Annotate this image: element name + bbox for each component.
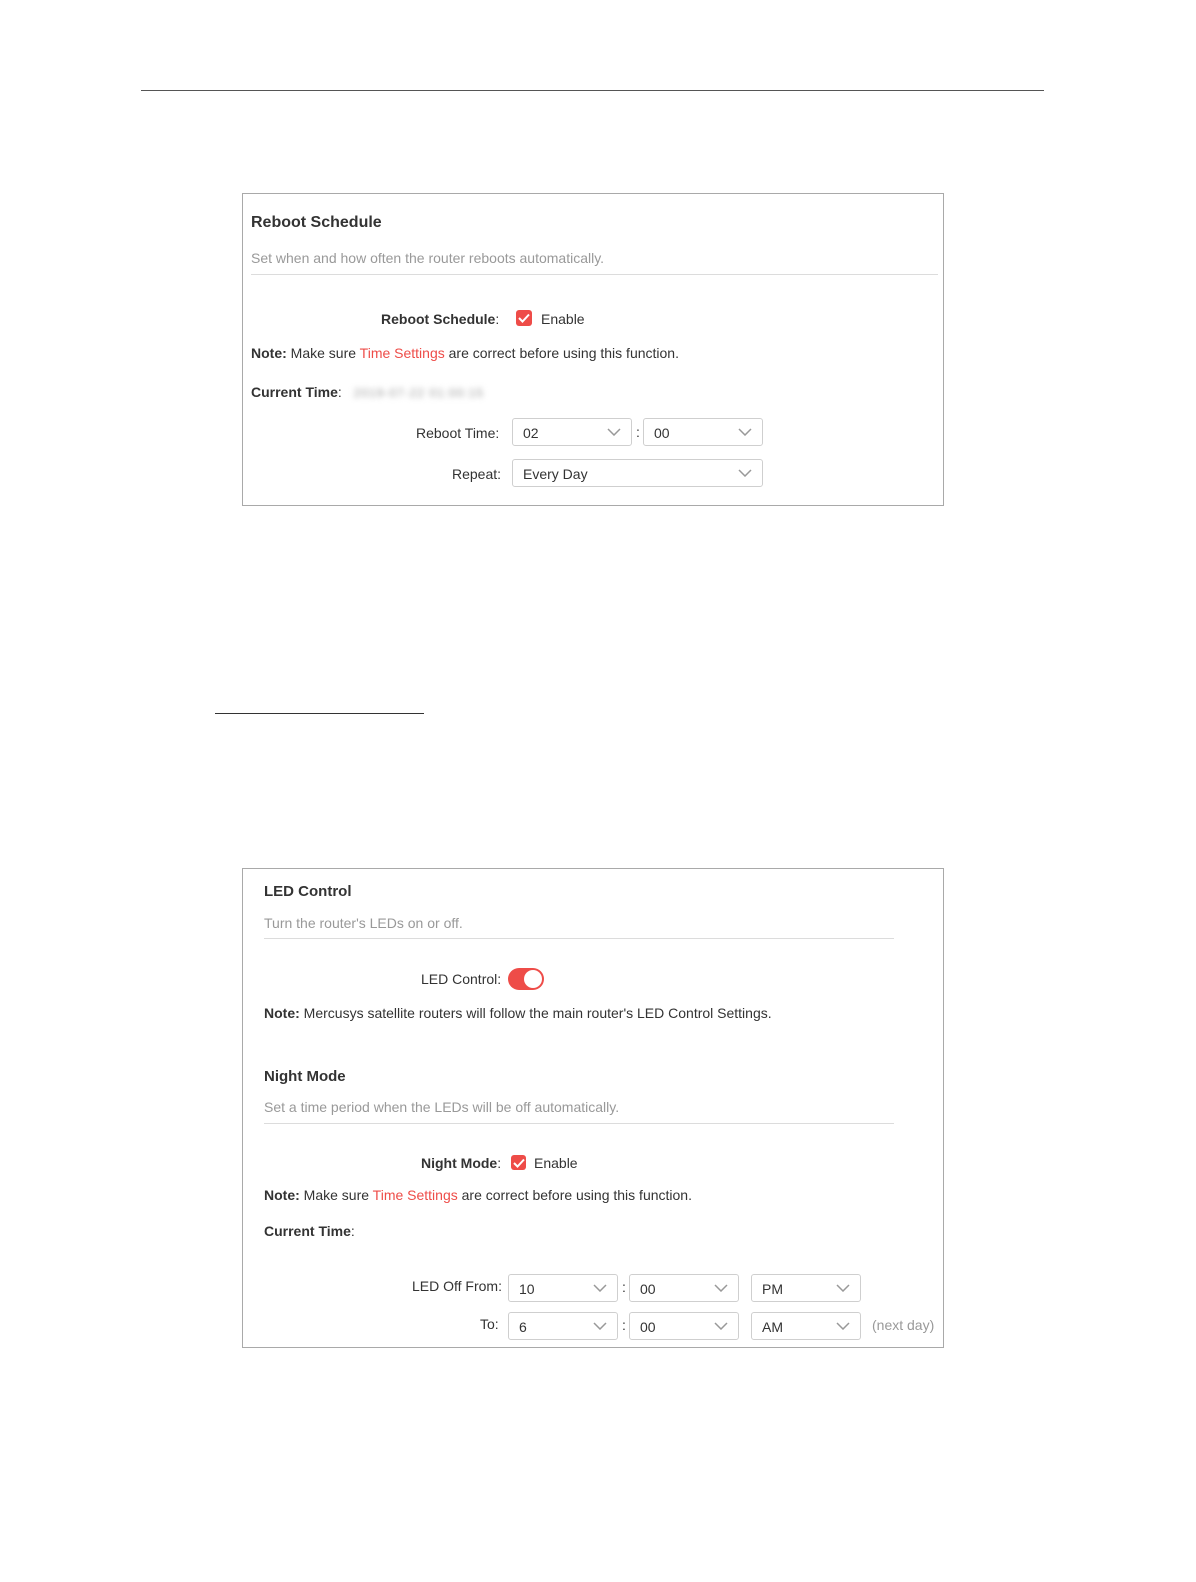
check-icon: [513, 1158, 525, 1168]
led-control-panel: [242, 868, 944, 1348]
time-separator: :: [636, 424, 640, 440]
from-period-select[interactable]: PM: [751, 1274, 861, 1302]
night-note: Note: Make sure Time Settings are correct before using this function.: [264, 1187, 692, 1203]
reboot-divider: [251, 274, 938, 275]
reboot-current-time: Current Time: 2019-07-22 01:00:15: [251, 384, 485, 400]
reboot-minute-select[interactable]: 00: [643, 418, 763, 446]
reboot-hour-select[interactable]: 02: [512, 418, 632, 446]
chevron-down-icon: [593, 1284, 607, 1292]
time-settings-link[interactable]: Time Settings: [372, 1187, 458, 1203]
led-divider: [264, 938, 894, 939]
reboot-time-label: Reboot Time:: [416, 425, 500, 441]
night-enable-checkbox[interactable]: [511, 1155, 526, 1170]
from-hour-select[interactable]: 10: [508, 1274, 618, 1302]
chevron-down-icon: [836, 1284, 850, 1292]
to-label: To:: [480, 1316, 499, 1332]
led-control-subtitle: Turn the router's LEDs on or off.: [264, 915, 463, 931]
chevron-down-icon: [738, 469, 752, 477]
night-enable-label: Enable: [534, 1155, 578, 1171]
repeat-select[interactable]: Every Day: [512, 459, 763, 487]
led-control-label: LED Control:: [421, 971, 502, 987]
to-hour-select[interactable]: 6: [508, 1312, 618, 1340]
led-control-title: LED Control: [264, 883, 352, 900]
led-off-from-label: LED Off From:: [412, 1278, 502, 1294]
chevron-down-icon: [714, 1322, 728, 1330]
to-minute-select[interactable]: 00: [629, 1312, 739, 1340]
section-underline: [215, 713, 424, 714]
chevron-down-icon: [836, 1322, 850, 1330]
to-period-select[interactable]: AM: [751, 1312, 861, 1340]
led-note: Note: Mercusys satellite routers will follow the main router's LED Control Settings.: [264, 1005, 772, 1021]
chevron-down-icon: [593, 1322, 607, 1330]
from-minute-select[interactable]: 00: [629, 1274, 739, 1302]
reboot-enable-label: Enable: [541, 311, 585, 327]
chevron-down-icon: [738, 428, 752, 436]
check-icon: [518, 313, 530, 323]
night-mode-subtitle: Set a time period when the LEDs will be off automatically.: [264, 1099, 620, 1115]
reboot-schedule-title: Reboot Schedule: [251, 214, 382, 231]
night-mode-label: Night Mode:: [421, 1155, 502, 1171]
reboot-schedule-panel: [242, 193, 944, 506]
chevron-down-icon: [714, 1284, 728, 1292]
reboot-schedule-label: Reboot Schedule:: [381, 311, 500, 327]
night-mode-title: Night Mode: [264, 1068, 346, 1085]
reboot-note: Note: Make sure Time Settings are correct before using this function.: [251, 345, 679, 361]
time-separator: :: [622, 1317, 626, 1333]
night-current-time: Current Time:: [264, 1223, 355, 1239]
led-control-toggle[interactable]: [508, 968, 544, 990]
current-time-value: 2019-07-22 01:00:15: [353, 386, 485, 400]
chevron-down-icon: [607, 428, 621, 436]
repeat-label: Repeat:: [452, 466, 502, 482]
reboot-enable-checkbox[interactable]: [516, 310, 532, 326]
night-divider: [264, 1123, 894, 1124]
toggle-knob: [524, 970, 542, 988]
next-day-label: (next day): [872, 1317, 935, 1333]
time-separator: :: [622, 1279, 626, 1295]
reboot-schedule-subtitle: Set when and how often the router reboots automatically.: [251, 250, 605, 266]
note-prefix: Note:: [251, 345, 287, 361]
page-top-rule: [141, 90, 1044, 91]
time-settings-link[interactable]: Time Settings: [359, 345, 445, 361]
